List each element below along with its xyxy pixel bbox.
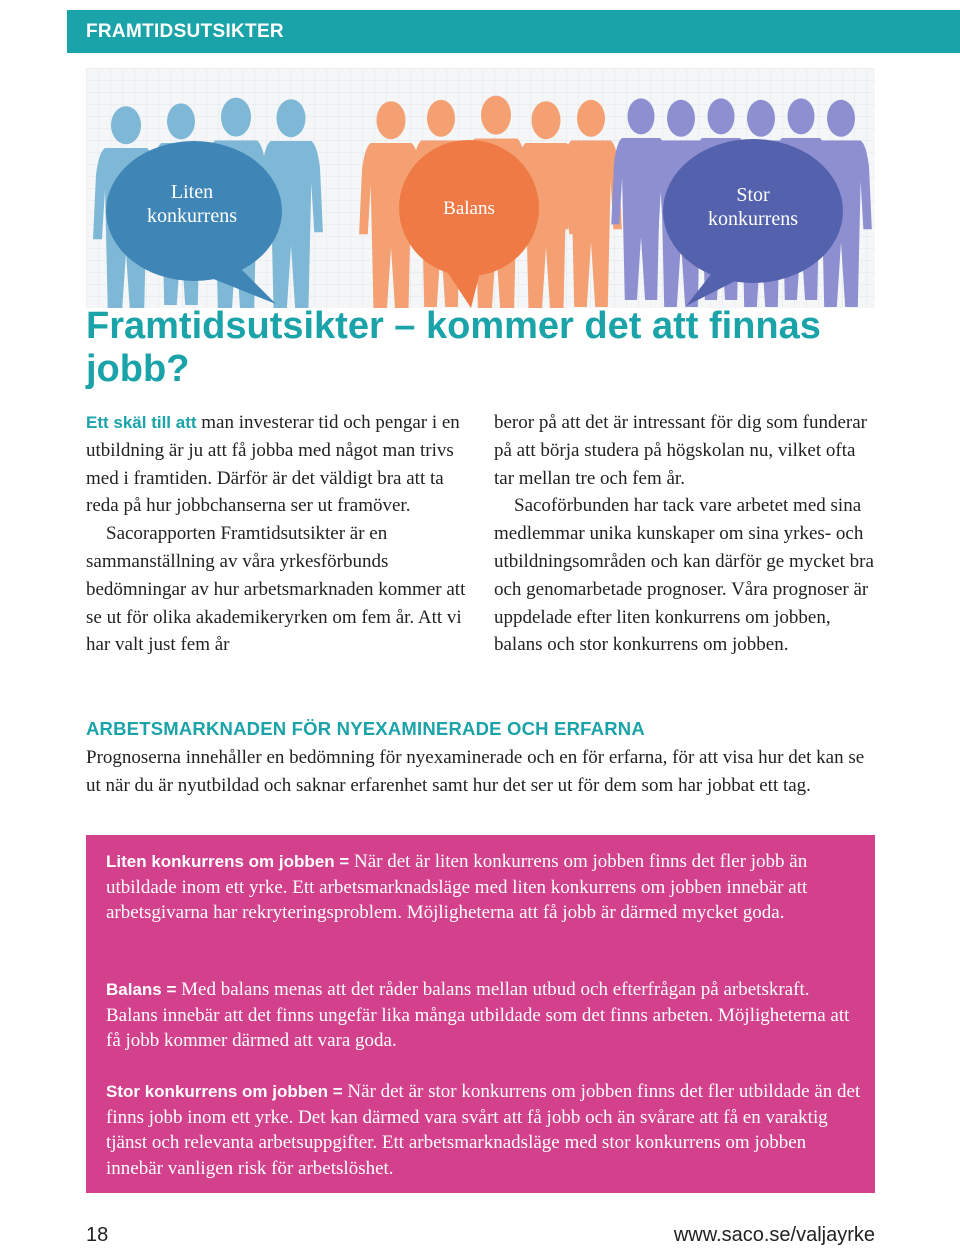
definition-text: Med balans menas att det råder balans mellan utbud och efterfrågan på arbetskraft. Balans innebär att det finns ungefär lika många utbildade som det finns arbeten. Möjligheterna att få jobb kommer därmed att vara goda. bbox=[106, 979, 850, 1052]
page-number: 18 bbox=[86, 1224, 109, 1246]
bubble-right-line1: Stor bbox=[736, 184, 770, 206]
bubble-left-line2: konkurrens bbox=[147, 205, 237, 227]
page-title: Framtidsutsikter – kommer det att finnas jobb? bbox=[86, 305, 821, 390]
intro-text: man investerar tid och pengar i en utbildning är ju att få jobba med något man trivs med i framtiden. Därför är det väldigt bra att ta reda på hur jobbchanserna ser ut framöver. bbox=[86, 412, 460, 517]
definition-high-competition bbox=[106, 1079, 861, 1181]
competition-illustration bbox=[86, 68, 875, 308]
definition-term: Balans = bbox=[106, 980, 177, 999]
continuation-paragraph: beror på att det är intressant för dig som funderar på att börja studera på högskolan nu, vilket ofta tar mellan tre och fem år. bbox=[494, 412, 868, 489]
definitions-box bbox=[86, 835, 875, 1193]
definition-text: När det är stor konkurrens om jobben finns det fler utbildade än det finns jobb inom ett yrke. Det kan därmed vara svårt att få jobb och än svårare att få en varaktig tjänst och relevanta arbetsuppgifter. Ett arbetsmarknadsläge med stor konkurrens om jobben innebär vanligen risk för arbetslöshet. bbox=[106, 1081, 861, 1179]
definition-term: Liten konkurrens om jobben = bbox=[106, 852, 350, 871]
section-body: Prognoserna innehåller en bedömning för nyexaminerade och en för erfarna, för att visa hur det kan se ut när du är nyutbildad och saknar erfarenhet samt hur det ser ut för dem som har jobbat ett tag. bbox=[86, 747, 865, 796]
intro-lead: Ett skäl till att bbox=[86, 413, 197, 432]
bubble-right-line2: konkurrens bbox=[708, 208, 798, 230]
bubble-left-line1: Liten bbox=[170, 181, 214, 203]
definition-low-competition bbox=[106, 849, 861, 926]
definition-text: När det är liten konkurrens om jobben finns det fler jobb än utbildade inom ett yrke. Ett arbetsmarknadsläge med liten konkurrens om jobben innebär att arbetsgivarna har rekryteringsproblem. Möjligheterna att få jobb är därmed mycket goda. bbox=[106, 851, 808, 924]
forecast-paragraph: Sacoförbunden har tack vare arbetet med sina medlemmar unika kunskaper om sina yrkes- och utbildningsområden och kan därför ge mycket bra och genomarbetade prognoser. Våra prognoser är uppdelade efter liten konkurrens om jobben, balans och stor konkurrens om jobben. bbox=[494, 495, 874, 656]
definition-term: Stor konkurrens om jobben = bbox=[106, 1082, 343, 1101]
bubble-center-label: Balans bbox=[443, 198, 495, 219]
definition-balance bbox=[106, 977, 861, 1054]
intro-paragraph bbox=[86, 409, 470, 520]
footer-url-link[interactable]: www.saco.se/valjayrke bbox=[673, 1224, 875, 1246]
article-column-right bbox=[494, 409, 878, 659]
section-header-title: FRAMTIDSUTSIKTER bbox=[86, 21, 284, 42]
section-heading: ARBETSMARKNADEN FÖR NYEXAMINERADE OCH ERFARNA bbox=[86, 718, 645, 739]
report-paragraph: Sacorapporten Framtidsutsikter är en sammanställning av våra yrkesförbunds bedömningar av hur arbetsmarknaden kommer att se ut för olika akademikeryrken om fem år. Att vi har valt just fem år bbox=[86, 523, 466, 656]
article-column-left bbox=[86, 409, 470, 659]
